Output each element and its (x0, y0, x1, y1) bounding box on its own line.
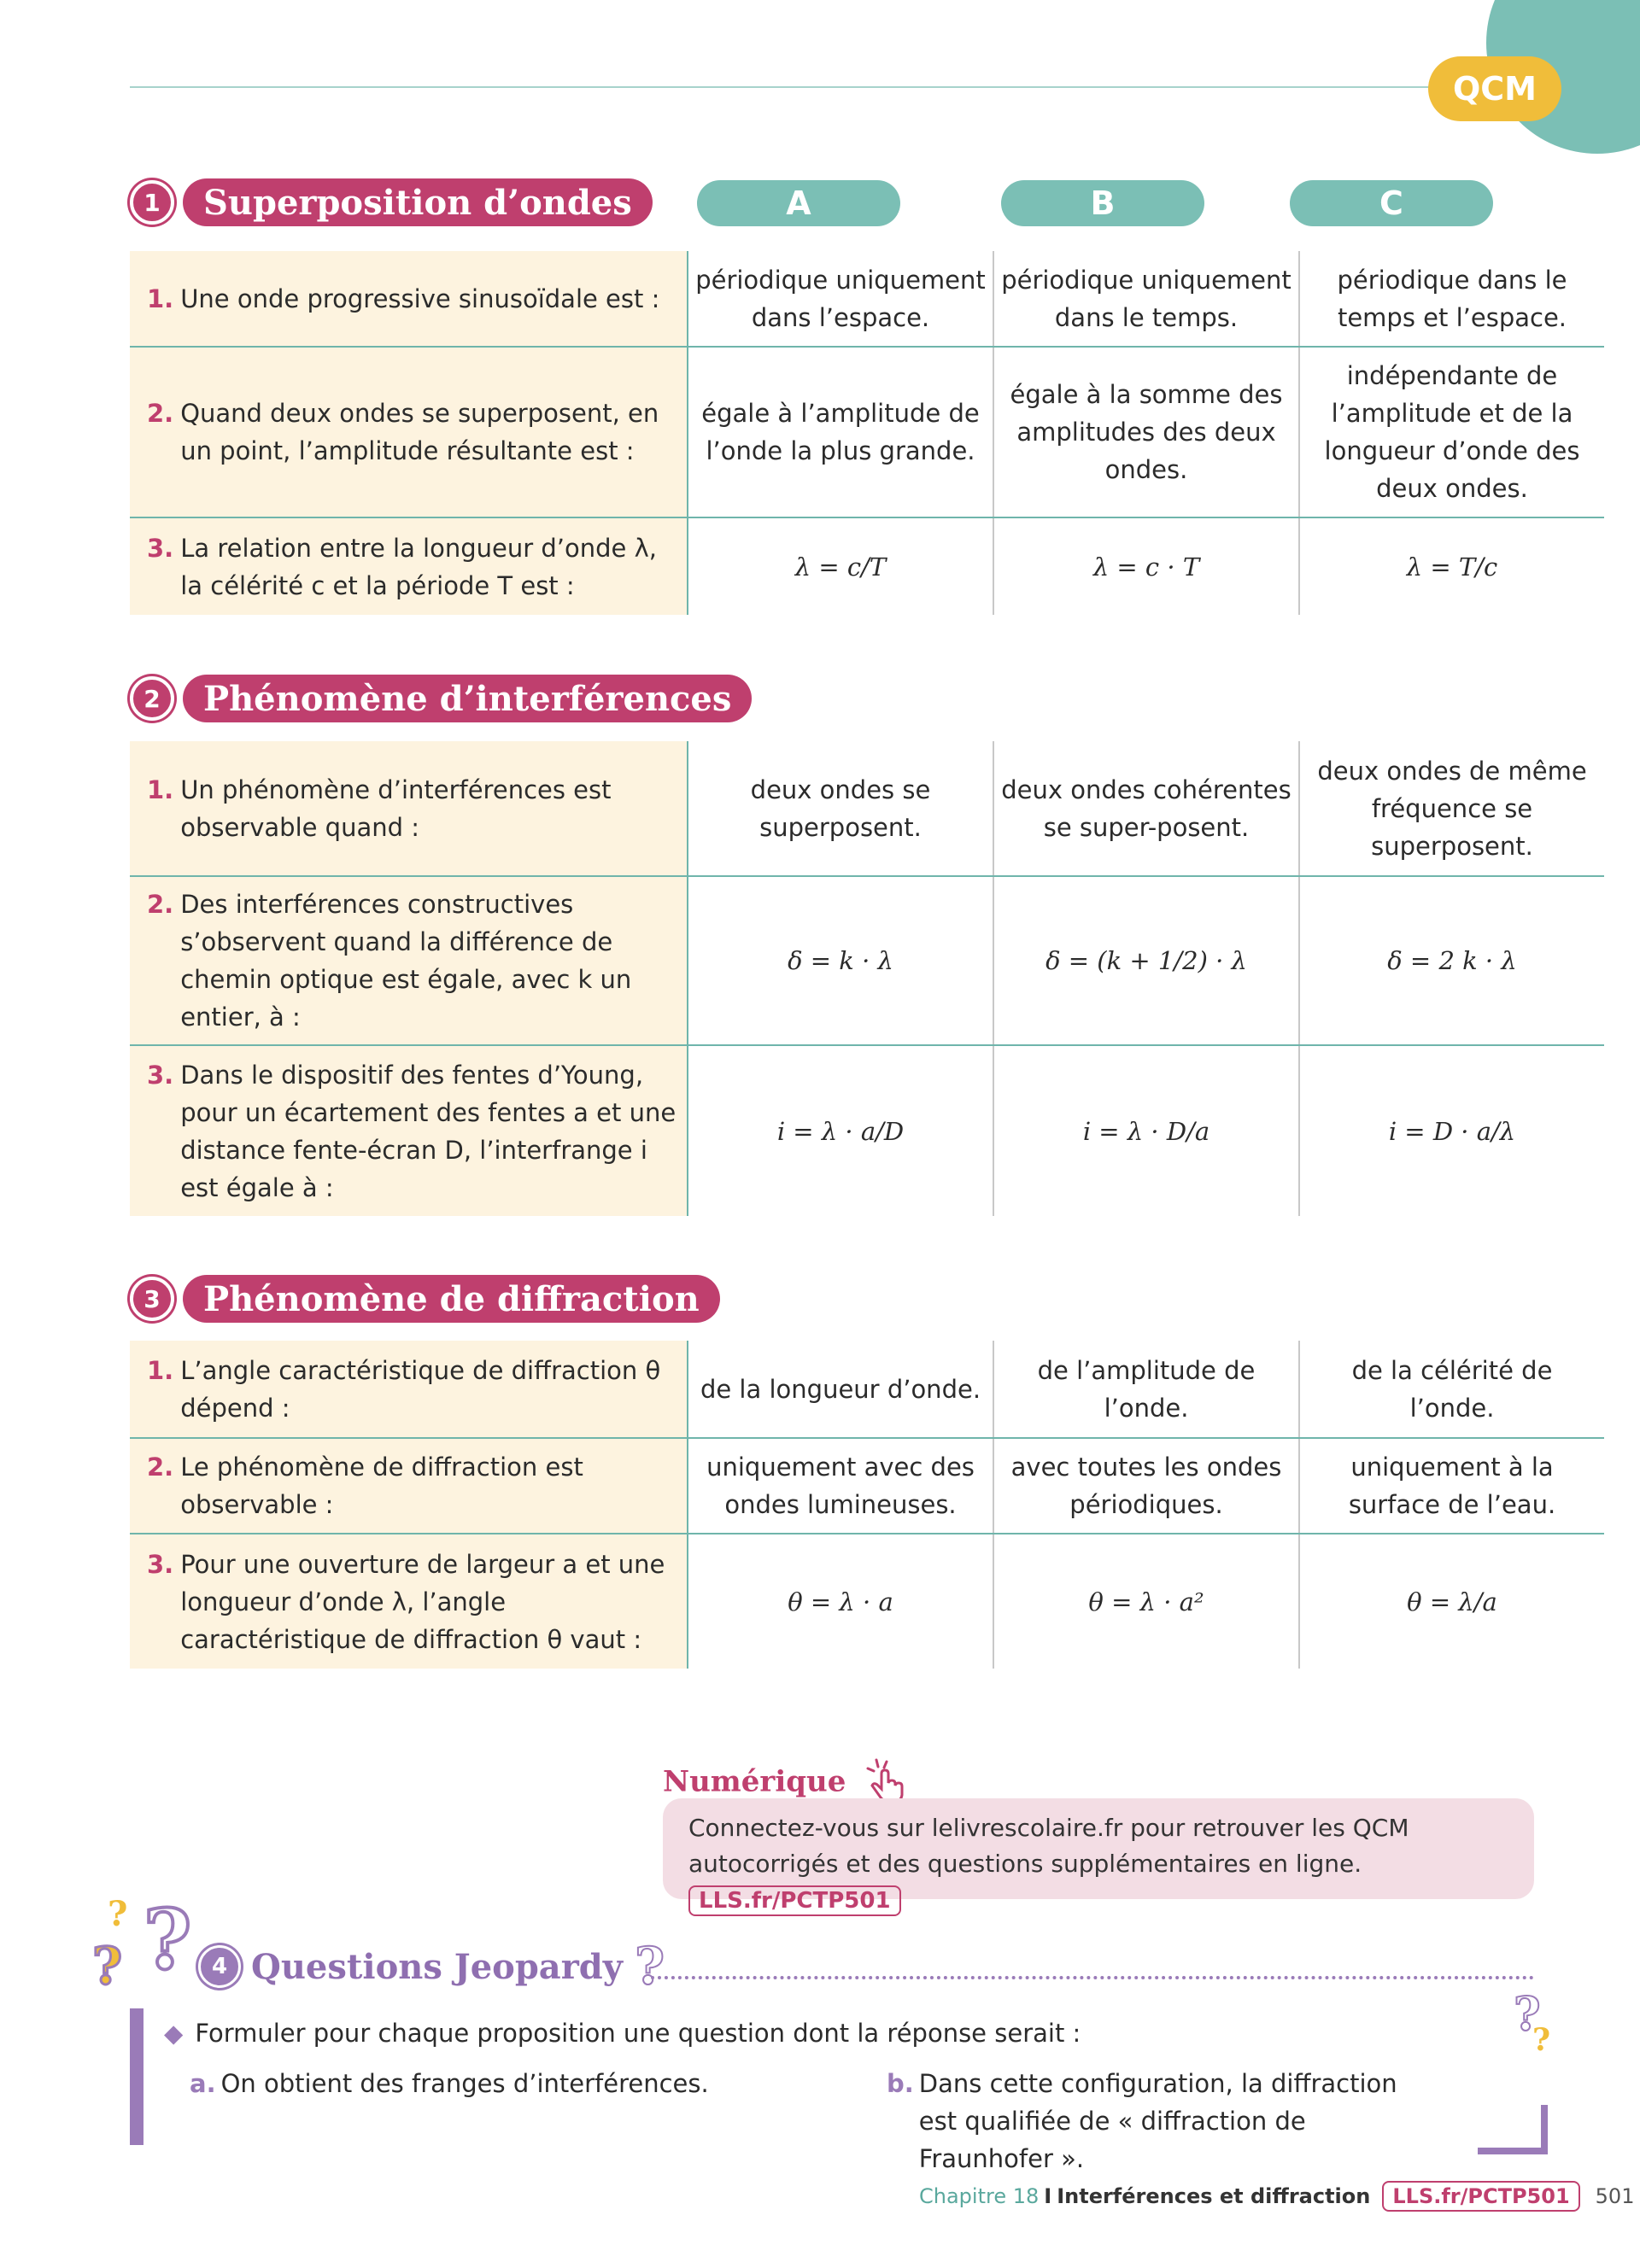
numerique-link[interactable]: LLS.fr/PCTP501 (688, 1885, 901, 1916)
section-1-table (130, 251, 1604, 615)
question-text: Une onde progressive sinusoïdale est : (180, 284, 660, 313)
question-number: 2. (147, 890, 174, 919)
section-number: 1 (130, 180, 174, 225)
question-row (130, 1045, 1604, 1216)
section-title-text: Phénomène d’interférences (183, 675, 752, 722)
numerique-box (663, 1798, 1534, 1914)
question-row (130, 1534, 1604, 1669)
question-text: Des interférences constructives s’observent quand la différence de chemin optique est égale, avec k un entier, à : (180, 890, 632, 1032)
question-row (130, 1438, 1604, 1534)
corner-bracket (1478, 2105, 1548, 2154)
section-number: 3 (130, 1277, 174, 1321)
question-number: 2. (147, 399, 174, 428)
section-title-text: Phénomène de diffraction (183, 1275, 720, 1323)
question-text: Pour une ouverture de largeur a et une longueur d’onde λ, l’angle caractéristique de diffraction θ vaut : (180, 1549, 665, 1654)
section-title-text: Superposition d’ondes (183, 178, 653, 226)
answer-b[interactable]: λ = c · T (993, 517, 1299, 615)
question-text: Le phénomène de diffraction est observable : (180, 1453, 583, 1519)
instruction-text: Formuler pour chaque proposition une question dont la réponse serait : (195, 2019, 1081, 2048)
answer-b[interactable]: périodique uniquement dans le temps. (993, 251, 1299, 347)
answer-c[interactable]: i = D · a/λ (1388, 1116, 1516, 1146)
answer-c[interactable]: périodique dans le temps et l’espace. (1299, 251, 1604, 347)
answer-b[interactable]: θ = λ · a² (993, 1534, 1299, 1669)
answer-b[interactable]: deux ondes cohérentes se super-posent. (993, 741, 1299, 876)
section-2-table (130, 741, 1604, 1216)
item-text: Dans cette configuration, la diffraction est qualifiée de « diffraction de Fraunhofer ». (918, 2069, 1397, 2173)
question-mark-icon: ? (1532, 2022, 1551, 2058)
footer-chapter: Chapitre 18 (919, 2184, 1040, 2208)
answer-c[interactable]: deux ondes de même fréquence se superposent. (1299, 741, 1604, 876)
answer-a[interactable]: δ = k · λ (688, 876, 993, 1045)
section-1-title (130, 178, 653, 226)
answer-a[interactable]: i = λ · a/D (688, 1045, 993, 1216)
question-mark-icon: ? (635, 1937, 665, 1996)
answer-c[interactable]: uniquement à la surface de l’eau. (1299, 1438, 1604, 1534)
item-label: a. (190, 2069, 216, 2098)
section-number: 4 (198, 1945, 241, 1988)
answer-b[interactable]: de l’amplitude de l’onde. (993, 1341, 1299, 1438)
diamond-bullet-icon: ◆ (164, 2019, 184, 2048)
question-number: 2. (147, 1453, 174, 1482)
question-row (130, 517, 1604, 615)
page-footer (919, 2179, 1634, 2213)
question-mark-icon: ? (92, 1937, 123, 1996)
answer-a[interactable]: égale à l’amplitude de l’onde la plus grande. (688, 347, 993, 517)
question-row (130, 251, 1604, 347)
footer-separator: I (1044, 2184, 1052, 2208)
question-text: Quand deux ondes se superposent, en un point, l’amplitude résultante est : (180, 399, 659, 465)
jeopardy-title-text: Questions Jeopardy (251, 1946, 623, 1987)
answer-a[interactable]: λ = c/T (688, 517, 993, 615)
jeopardy-bar (130, 2008, 144, 2145)
page-number: 501 (1595, 2184, 1635, 2208)
answer-a[interactable]: de la longueur d’onde. (688, 1341, 993, 1438)
question-row (130, 876, 1604, 1045)
top-rule (130, 86, 1445, 88)
column-header-a: A (697, 180, 900, 226)
answer-a[interactable]: uniquement avec des ondes lumineuses. (688, 1438, 993, 1534)
answer-a[interactable]: périodique uniquement dans l’espace. (688, 251, 993, 347)
question-text: Dans le dispositif des fentes d’Young, pour un écartement des fentes a et une distance fente-écran D, l’interfrange i est égale à : (180, 1060, 676, 1202)
numerique-title: Numérique (663, 1764, 846, 1799)
answer-c[interactable]: λ = T/c (1406, 552, 1498, 582)
item-label: b. (887, 2069, 914, 2098)
answer-b[interactable]: égale à la somme des amplitudes des deux ondes. (993, 347, 1299, 517)
answer-c[interactable]: δ = 2 k · λ (1299, 876, 1604, 1045)
qcm-badge: QCM (1428, 56, 1561, 121)
answer-c[interactable]: θ = λ/a (1407, 1587, 1497, 1616)
answer-b[interactable]: i = λ · D/a (993, 1045, 1299, 1216)
jeopardy-item-b (887, 2065, 1433, 2177)
answer-a[interactable]: θ = λ · a (688, 1534, 993, 1669)
question-mark-icon: ? (108, 1894, 128, 1934)
question-number: 1. (147, 1355, 174, 1385)
question-row (130, 1341, 1604, 1438)
section-2-title (130, 675, 752, 722)
jeopardy-item-a (190, 2065, 805, 2102)
answer-b[interactable]: avec toutes les ondes périodiques. (993, 1438, 1299, 1534)
section-3-table (130, 1341, 1604, 1669)
answer-a[interactable]: deux ondes se superposent. (688, 741, 993, 876)
question-text: L’angle caractéristique de diffraction θ dépend : (180, 1355, 661, 1423)
section-3-title (130, 1275, 720, 1323)
numerique-text: Connectez-vous sur lelivrescolaire.fr pour retrouver les QCM autocorrigés et des questions supplémentaires en ligne. (688, 1814, 1409, 1878)
question-number: 3. (147, 1060, 174, 1090)
question-number: 1. (147, 284, 174, 313)
jeopardy-title (198, 1937, 665, 1996)
question-text: La relation entre la longueur d’onde λ, la célérité c et la période T est : (180, 533, 657, 600)
dotted-separator (651, 1976, 1534, 1979)
question-row (130, 347, 1604, 517)
column-header-c: C (1290, 180, 1493, 226)
question-number: 3. (147, 1549, 174, 1579)
answer-b[interactable]: δ = (k + 1/2) · λ (993, 876, 1299, 1045)
footer-link[interactable]: LLS.fr/PCTP501 (1382, 2181, 1579, 2212)
section-number: 2 (130, 676, 174, 721)
question-text: Un phénomène d’interférences est observable quand : (180, 775, 612, 842)
column-header-b: B (1001, 180, 1204, 226)
jeopardy-instruction (164, 2019, 1081, 2048)
question-number: 1. (147, 775, 174, 804)
answer-c[interactable]: de la célérité de l’onde. (1299, 1341, 1604, 1438)
footer-title: Interférences et diffraction (1057, 2184, 1371, 2208)
question-number: 3. (147, 533, 174, 563)
question-mark-icon: ? (144, 1891, 192, 1988)
item-text: On obtient des franges d’interférences. (220, 2069, 709, 2098)
question-mark-icon: ? (1514, 1986, 1541, 2041)
question-row (130, 741, 1604, 876)
answer-c[interactable]: indépendante de l’amplitude et de la longueur d’onde des deux ondes. (1299, 347, 1604, 517)
